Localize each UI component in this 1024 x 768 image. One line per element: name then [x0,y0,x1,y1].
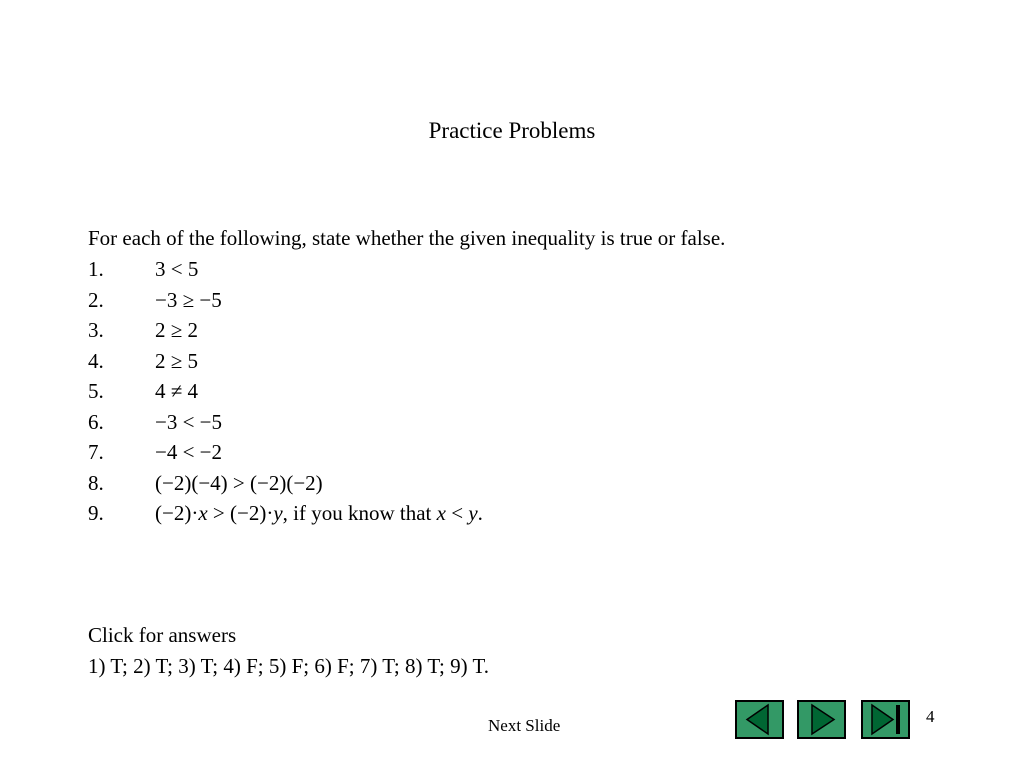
problem-text: 2 ≥ 2 [155,318,199,342]
problem-number: 2. [88,287,104,312]
slide-title: Practice Problems [428,118,596,143]
last-slide-button[interactable] [861,700,910,739]
problem-text [155,501,483,525]
problem-item [88,315,483,346]
previous-slide-button[interactable] [735,700,784,739]
problem-text: −3 < −5 [155,409,223,434]
problem-text: 4 ≠ 4 [155,379,199,403]
problem-item [88,468,483,499]
problem-number: 6. [88,409,104,434]
problem-text: 2 ≥ 5 [155,348,199,373]
variable-y: y [468,501,478,525]
next-slide-link[interactable]: Next Slide [488,716,561,735]
problem-item [88,285,483,316]
problem-text-part: (−2)· [155,501,199,525]
problem-text-part: . [477,501,483,525]
problem-item [88,437,483,468]
problem-text: −3 ≥ −5 [155,287,222,312]
problem-number: 5. [88,379,104,403]
problem-number: 1. [88,257,104,281]
variable-x: x [436,501,446,525]
problem-list [88,254,483,529]
previous-icon [737,702,782,737]
problem-item [88,346,483,377]
problem-item [88,498,483,529]
page-number: 4 [926,707,935,726]
problem-item [88,407,483,438]
instructions: For each of the following, state whether the given inequality is true or false. [88,226,726,250]
next-slide-button[interactable] [797,700,846,739]
problem-number: 9. [88,501,104,525]
problem-number: 4. [88,348,104,373]
problem-item [88,254,483,285]
problem-text: (−2)(−4) > (−2)(−2) [155,470,323,495]
problem-item [88,376,483,407]
problem-number: 3. [88,318,104,342]
problem-number: 7. [88,440,104,464]
play-next-icon [799,702,844,737]
problem-number: 8. [88,470,104,495]
problem-text-part: , if you know that [282,501,437,525]
last-slide-icon [863,702,908,737]
click-for-answers-link[interactable]: Click for answers [88,623,237,647]
problem-text: −4 < −2 [155,440,223,464]
variable-y: y [273,501,283,525]
variable-x: x [198,501,208,525]
answers-text: 1) T; 2) T; 3) T; 4) F; 5) F; 6) F; 7) T; 8) T; 9) T. [88,654,489,678]
problem-text-part: > (−2)· [207,501,274,525]
problem-text-part: < [445,501,469,525]
problem-text: 3 < 5 [155,257,199,281]
